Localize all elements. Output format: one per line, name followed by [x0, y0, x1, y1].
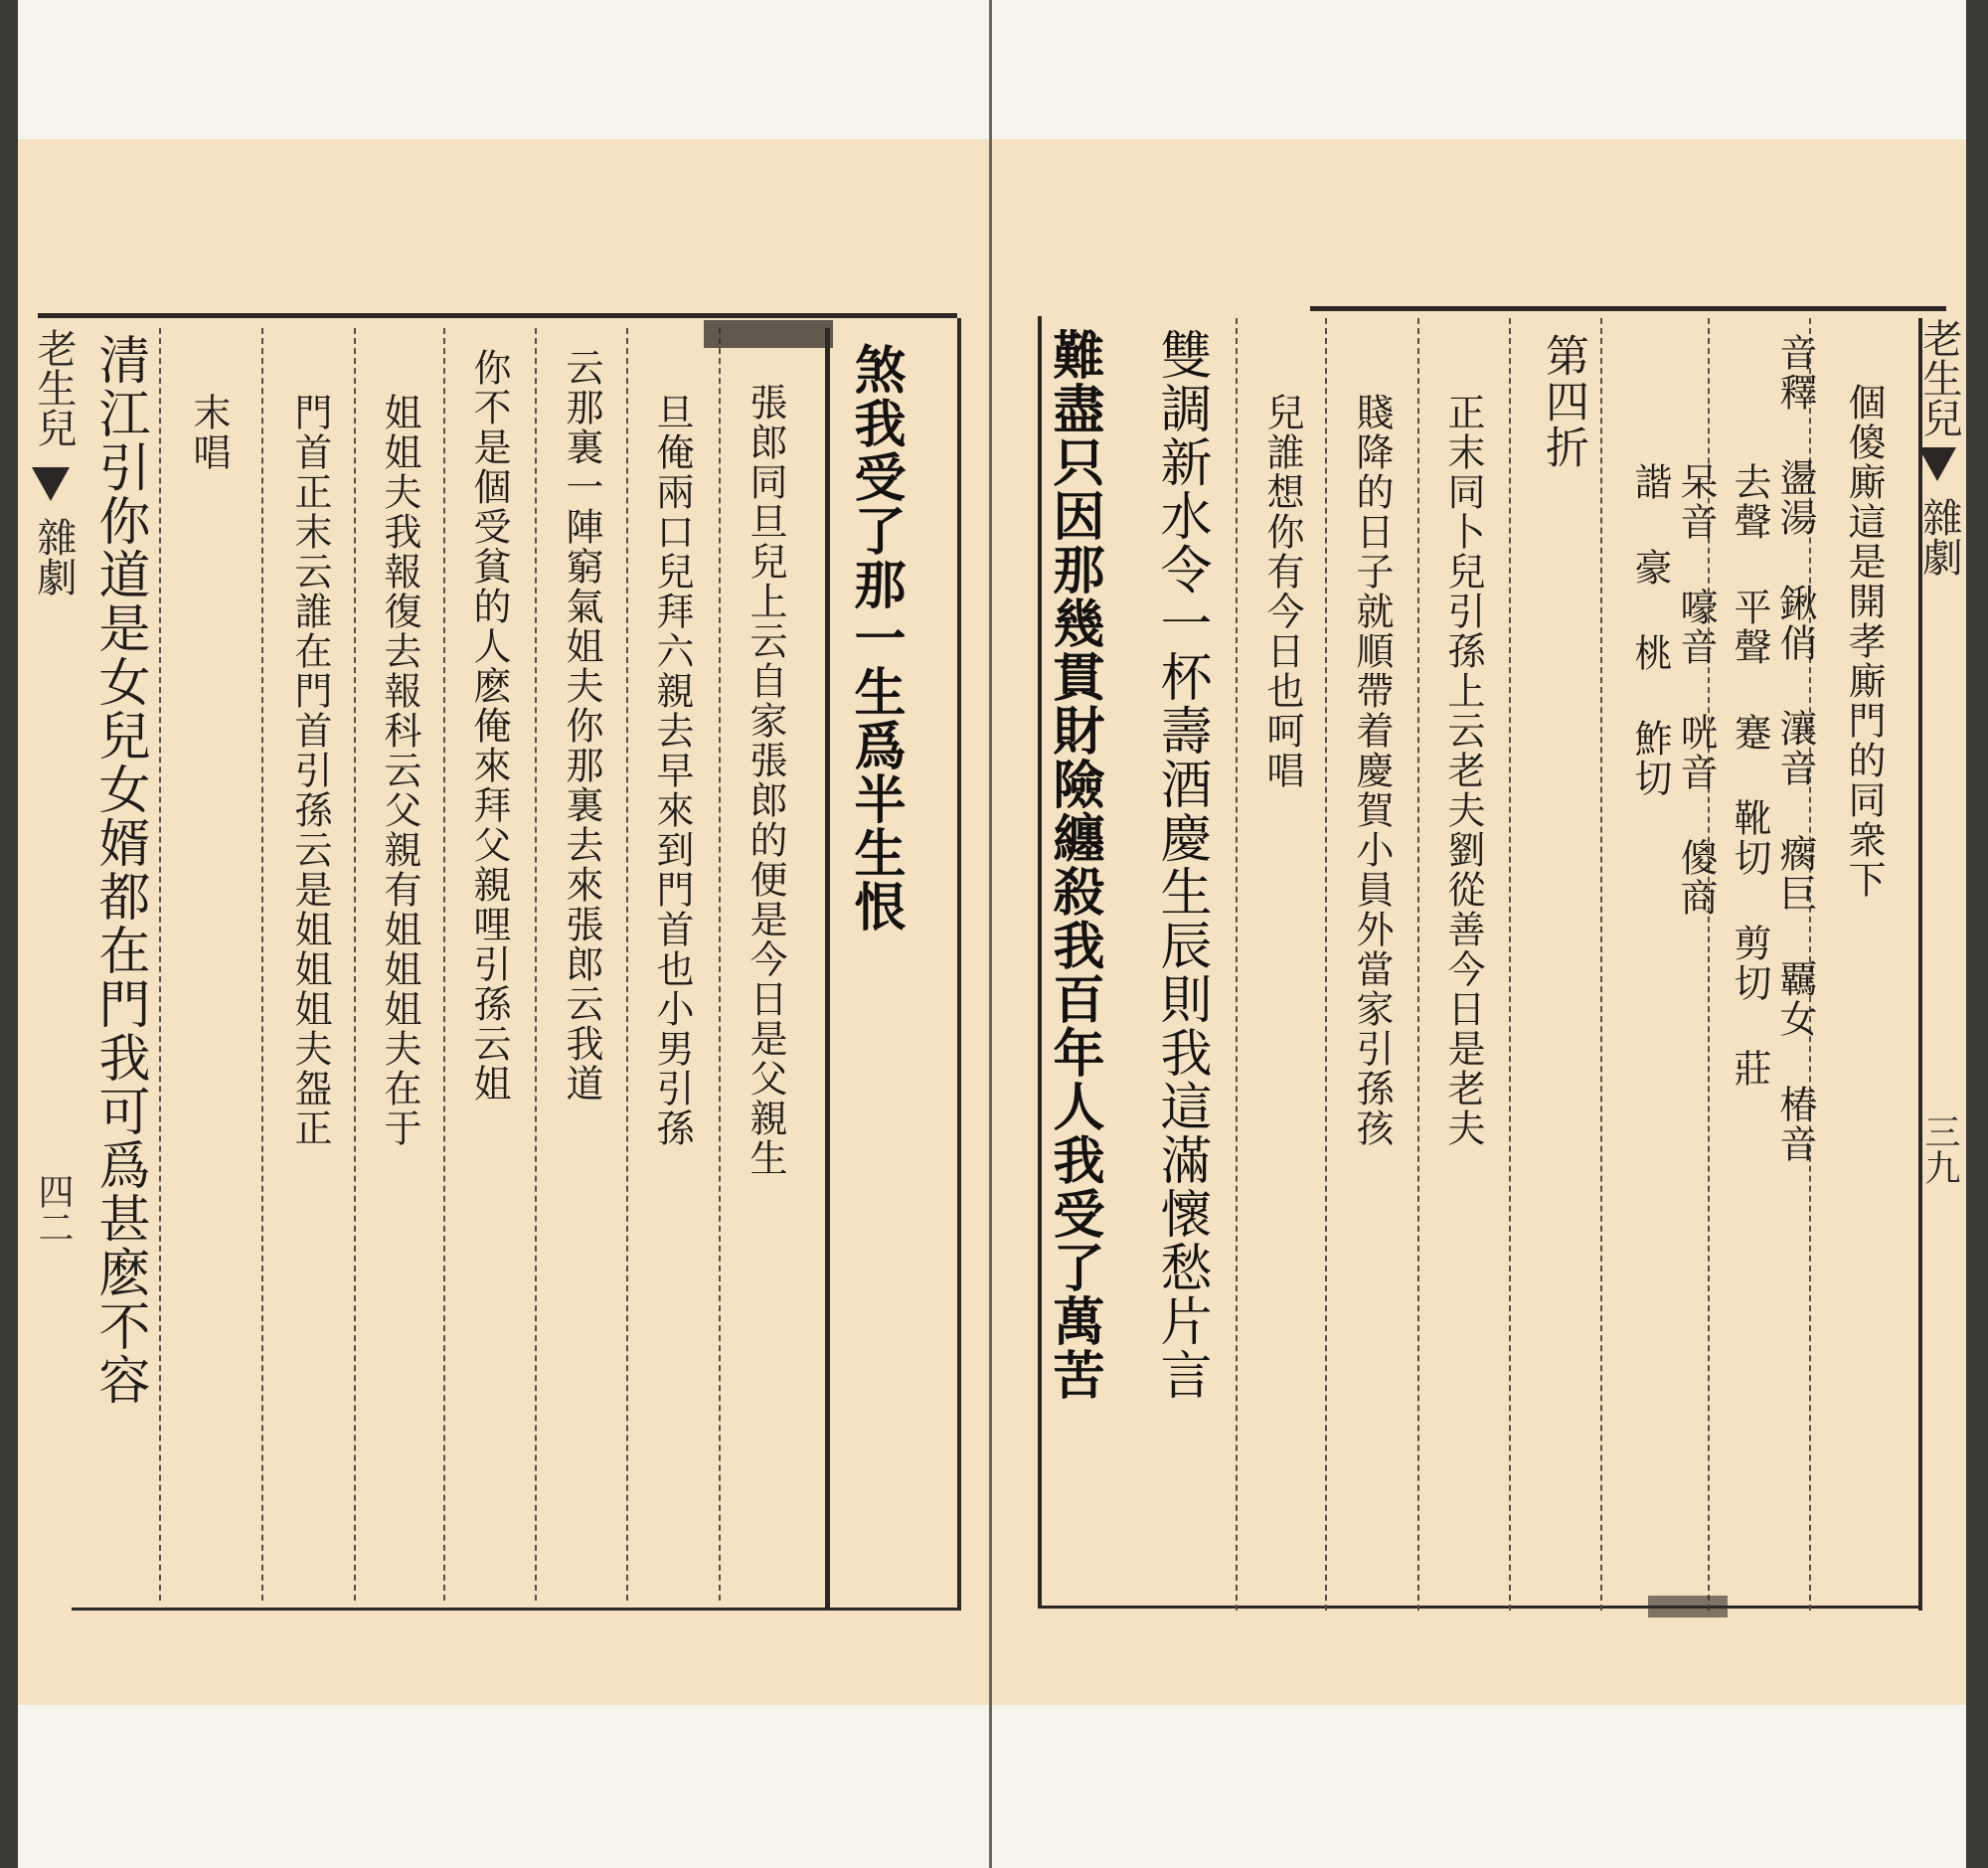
column-rule — [626, 328, 628, 1601]
ink-smudge — [704, 320, 833, 348]
margin-title: 老生兒 — [31, 328, 77, 447]
text-column: 姐姐夫我報復去報科云父親有姐姐姐夫在于 — [378, 393, 421, 1148]
column-rule — [443, 328, 445, 1601]
column-rule — [719, 328, 721, 1601]
text-column: 音釋 盪湯 鍬俏 瀼音 瘸巨 覊女 椿音 — [1773, 333, 1817, 1164]
text-column: 去聲 平聲 蹇 靴切 剪切 莊 — [1728, 462, 1771, 1089]
text-column: 雙調新水令一杯壽酒慶生辰則我這滿懷愁片言 — [1151, 328, 1211, 1402]
left-page — [18, 0, 989, 1868]
right-top-border — [1310, 306, 1946, 311]
column-rule — [354, 328, 356, 1601]
column-rule — [1509, 318, 1511, 1611]
text-column: 清江引你道是女兒女婿都在門我可爲甚麽不容 — [89, 333, 149, 1407]
column-rule — [1236, 318, 1238, 1611]
text-column: 末唱 — [187, 393, 231, 472]
margin-title: 老生兒 — [1916, 318, 1962, 437]
text-column-heading: 煞我受了那一生爲半生恨 — [845, 343, 906, 934]
column-rule — [535, 328, 537, 1601]
text-column: 云那裏一陣窮氣姐夫你那裏去來張郎云我道 — [560, 348, 603, 1104]
act-heading: 第四折 — [1538, 333, 1588, 470]
text-column: 你不是個受貧的人麽俺來拜父親哩引孫云姐 — [467, 348, 511, 1104]
text-column: 張郎同旦兒上云自家張郎的便是今日是父親生 — [744, 383, 787, 1178]
page-number: 四二 — [33, 1173, 74, 1245]
right-page — [992, 0, 1966, 1868]
text-column: 正末同卜兒引孫上云老夫劉從善今日是老夫 — [1441, 393, 1485, 1148]
text-column: 呆音 嚎音 咣音 傻商 — [1674, 462, 1718, 918]
margin-section: 雜劇 — [1916, 497, 1962, 577]
text-column: 兒誰想你有今日也呵唱 — [1260, 393, 1304, 790]
margin-section: 雜劇 — [31, 517, 77, 596]
column-rule — [159, 328, 161, 1601]
column-rule — [1600, 318, 1602, 1611]
text-column: 諧 豪 桃 鮓切 — [1628, 462, 1672, 798]
text-column: 個傻廝這是開孝廝門的同衆下 — [1842, 383, 1886, 900]
text-column: 旦俺兩口兒拜六親去早來到門首也小男引孫 — [650, 393, 694, 1148]
column-rule — [1325, 318, 1327, 1611]
column-rule — [1417, 318, 1419, 1611]
text-column: 難盡只因那幾貫財險纏殺我百年人我受了萬苦 — [1044, 328, 1104, 1402]
column-rule — [261, 328, 263, 1601]
text-column: 賤降的日子就順帶着慶賀小員外當家引孫孩 — [1350, 393, 1394, 1148]
text-column: 門首正末云誰在門首引孫云是姐姐姐夫盌正 — [288, 393, 332, 1148]
page-number: 三九 — [1919, 1113, 1960, 1185]
ink-smudge — [1648, 1596, 1728, 1617]
column-rule-heavy — [825, 328, 830, 1611]
